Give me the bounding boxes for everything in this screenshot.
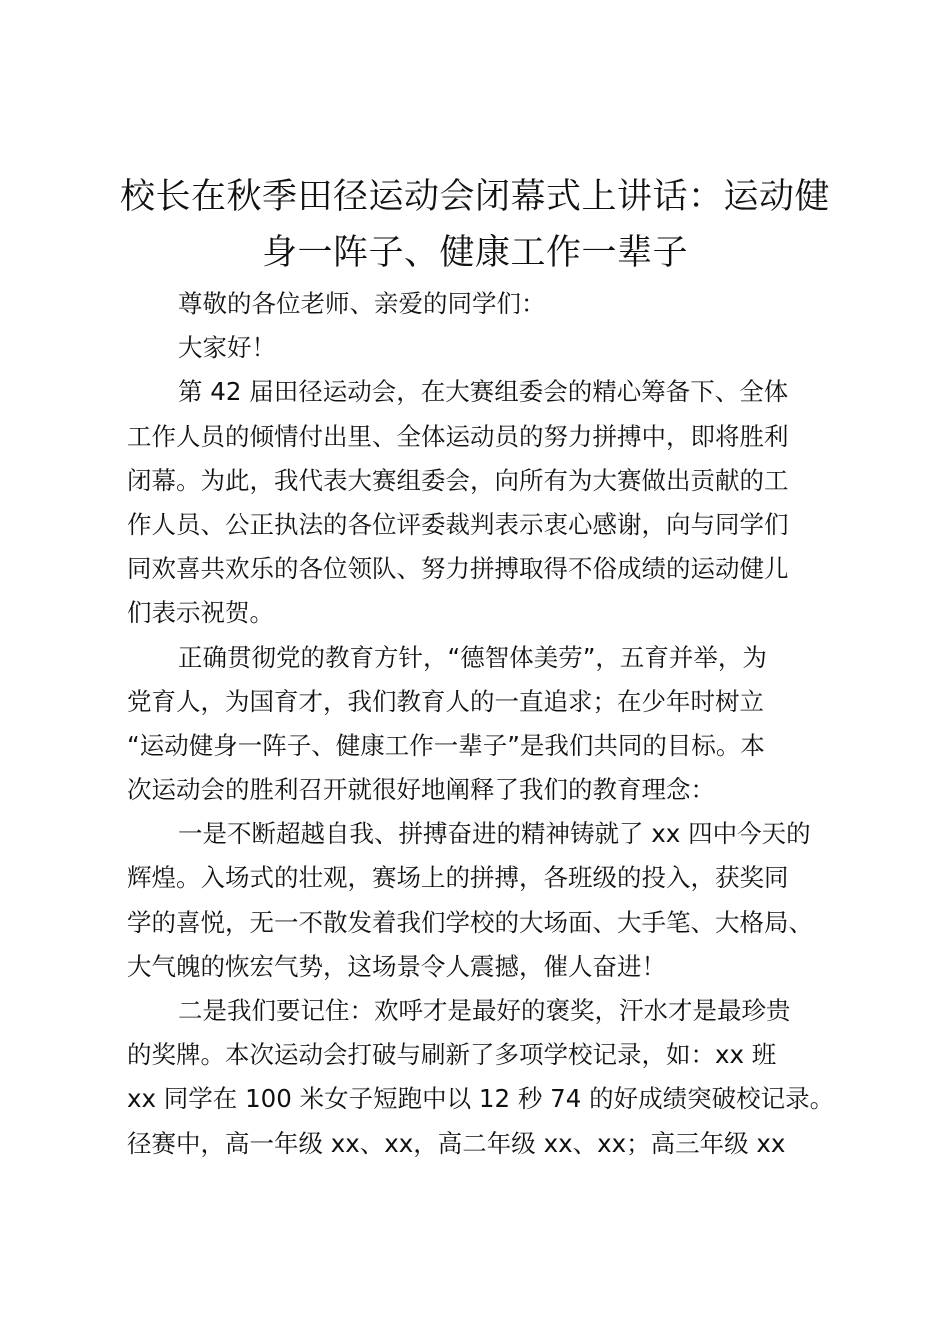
text-line: xx 同学在 100 米女子短跑中以 12 秒 74 的好成绩突破校记录。 (127, 1084, 835, 1114)
text-line: 第 42 届田径运动会，在大赛组委会的精心筹备下、全体 (178, 377, 789, 407)
text-line: 作人员、公正执法的各位评委裁判表示衷心感谢，向与同学们 (127, 509, 789, 539)
text-line: 一是不断超越自我、拼搏奋进的精神铸就了 xx 四中今天的 (178, 819, 811, 849)
text-line: 二是我们要记住：欢呼才是最好的褒奖，汗水才是最珍贵 (178, 996, 791, 1025)
text-line: 次运动会的胜利召开就很好地阐释了我们的教育理念： (127, 775, 715, 805)
text-line: 们表示祝贺。 (127, 598, 274, 628)
text-line: 径赛中，高一年级 xx、xx，高二年级 xx、xx；高三年级 xx (127, 1128, 786, 1158)
document-body (127, 282, 837, 1166)
title-line-2: 身一阵子、健康工作一辈子 (261, 233, 688, 273)
text-line: 工作人员的倾情付出里、全体运动员的努力拼搏中，即将胜利 (127, 421, 789, 451)
text-line: 闭幕。为此，我代表大赛组委会，向所有为大赛做出贡献的工 (127, 465, 789, 495)
title-line-1: 校长在秋季田径运动会闭幕式上讲话：运动健 (119, 177, 830, 217)
text-line: 学的喜悦，无一不散发着我们学校的大场面、大手笔、大格局、 (127, 907, 813, 937)
text-line: 同欢喜共欢乐的各位领队、努力拼搏取得不俗成绩的运动健儿 (127, 554, 789, 584)
text-line: 大家好！ (178, 333, 276, 363)
text-line: 尊敬的各位老师、亲爱的同学们： (178, 289, 546, 318)
text-line: 正确贯彻党的教育方针，“德智体美劳”，五育并举，为 (178, 642, 767, 672)
text-line: 大气魄的恢宏气势，这场景令人震撼，催人奋进！ (127, 951, 666, 981)
document-title (100, 169, 850, 281)
text-line: 的奖牌。本次运动会打破与刷新了多项学校记录，如：xx 班 (127, 1040, 777, 1070)
text-line: 辉煌。入场式的壮观，赛场上的拼搏，各班级的投入，获奖同 (127, 863, 789, 893)
text-line: 党育人，为国育才，我们教育人的一直追求；在少年时树立 (127, 686, 764, 716)
text-line: “运动健身一阵子、健康工作一辈子”是我们共同的目标。本 (127, 730, 765, 760)
